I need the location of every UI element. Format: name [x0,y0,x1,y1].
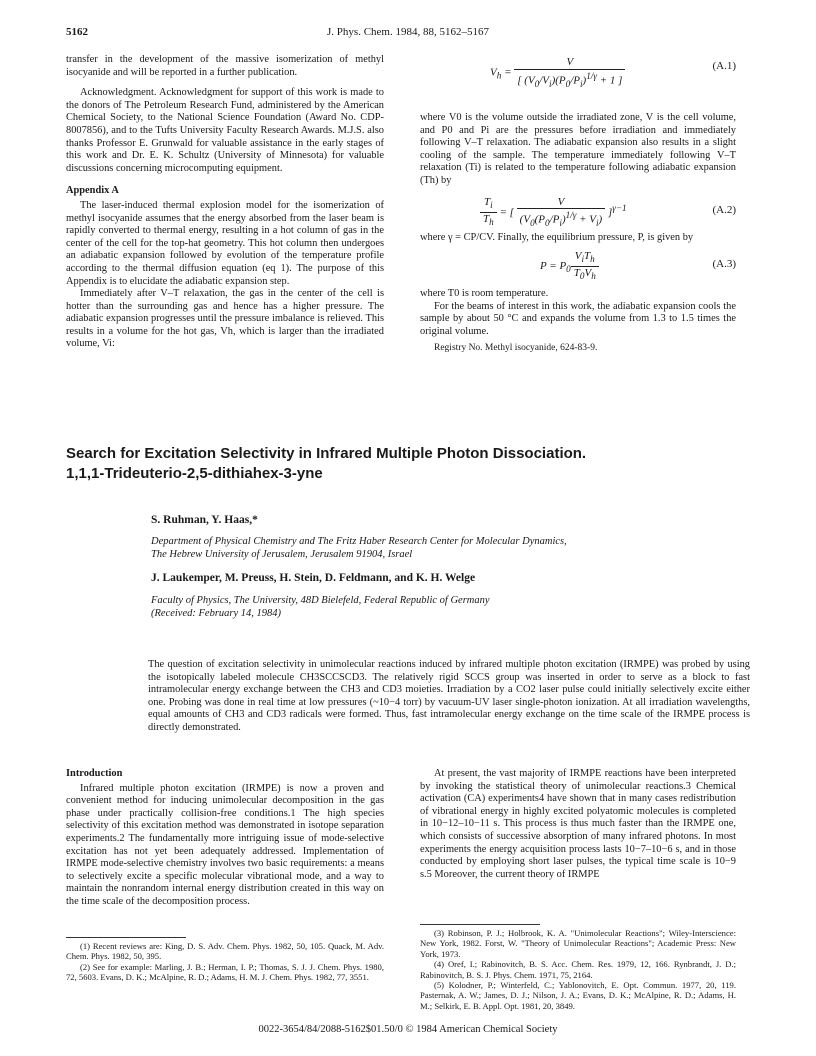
affiliation-2 [151,594,490,620]
affiliation-2-line-2: (Received: February 14, 1984) [151,608,282,619]
equation-a2 [420,188,736,232]
right-column-top [420,50,736,354]
page-header [66,26,750,40]
article-title-line-1: Search for Excitation Selectivity in Infrared Multiple Photon Dissociation. [66,445,587,462]
intro-heading: Introduction [66,768,123,779]
authors-group-1: S. Ruhman, Y. Haas,* [151,514,258,526]
footnote-4: (4) Oref, I.; Rabinovitch, B. S. Acc. Chem. Res. 1979, 12, 166. Rynbrandt, J. D.; Rabinovitch, B. S. J. Phys. Chem. 1971, 75, 2164. [420,959,736,980]
article-title-line-2: 1,1,1-Trideuterio-2,5-dithiahex-3-yne [66,465,323,482]
equation-a3 [420,244,736,288]
affiliation-1-line-1: Department of Physical Chemistry and The Fritz Haber Research Center for Molecular Dynamics, [151,536,567,547]
right-paragraph-3: where T0 is room temperature. [420,288,549,300]
equation-a3-body: $P = P_0$ $\frac{V_iT_h}{T_0V_h}$ [540,250,599,283]
left-column-top [66,54,384,351]
appendix-paragraph-2: Immediately after V–T relaxation, the gas in the center of the cell is hotter than the surrounding gas and hence has a higher pressure. The adiabatic expansion progresses until the pressure imbalance is relieved. This results in a volume for the hot gas, Vh, which is larger than the irradiated volume, Vi: [66,288,384,350]
authors-group-2: J. Laukemper, M. Preuss, H. Stein, D. Feldmann, and K. H. Welge [151,572,476,584]
footnote-1: (1) Recent reviews are: King, D. S. Adv. Chem. Phys. 1982, 50, 105. Quack, M. Adv. Chem. Phys. 1982, 50, 395. [66,941,384,962]
appendix-heading: Appendix A [66,185,119,197]
journal-citation: J. Phys. Chem. 1984, 88, 5162–5167 [327,26,489,38]
intro-left-column [66,768,384,909]
right-paragraph-1: where V0 is the volume outside the irradiated zone, V is the cell volume, and P0 and Pi are the pressures before irradiation and immediately following V–T relaxation. The adiabatic expansion also results in a slight cooling of the sample. The temperature immediately following V–T relaxation (Ti) is related to the temperature following adiabatic expansion (Th) by [420,112,736,186]
equation-a1 [420,50,736,112]
copyright-footer: 0022-3654/84/2088-5162$01.50/0 © 1984 American Chemical Society [258,1024,558,1035]
affiliation-1 [151,535,567,561]
footnote-rule-left [66,937,186,938]
footnotes-left [66,941,384,983]
article-title [66,444,756,484]
footnote-2: (2) See for example: Marling, J. B.; Herman, I. P.; Thomas, S. J. J. Chem. Phys. 1980, 72, 5603. Evans, D. K.; McAlpine, R. D.; Adams, H. M. J. Chem. Phys. 1982, 77, 3551. [66,961,384,983]
right-paragraph-4: For the beams of interest in this work, the adiabatic expansion cools the sample by about 50 °C and expands the volume from 1.3 to 1.5 times the original volume. [420,300,736,337]
page-number: 5162 [66,26,88,38]
intro-right-column [420,768,736,881]
appendix-paragraph-1: The laser-induced thermal explosion model for the isomerization of methyl isocyanide assumes that the energy absorbed from the laser beam is rapidly converted to thermal energy, resulting in a hot column of gas in the center of the cell for the top-hat geometry. This hot column then undergoes an adiabatic expansion followed by evolution of the temperature profile according to the thermal diffusion equation (eq 1). The purpose of this Appendix is to elucidate the adiabatic expansion step. [66,199,384,287]
equation-a1-number: (A.1) [712,60,736,72]
abstract: The question of excitation selectivity in unimolecular reactions induced by infrared multiple photon excitation (IRMPE) was probed by using the isotopically labeled molecule CH3SCCSCD3. The relatively rigid SCCS group was inserted in order to serve as a block to fast intramolecular energy exchange between the CH3 and CD3 moieties. Irradiation by a CO2 laser pulse could initially selectively excite either one. Probing was done in real time at low pressures (~10−4 torr) by vacuum-UV laser single-photon ionization. At all irradiation wavelengths, equal amounts of CH3 and CD3 radicals were formed. Thus, fast intramolecular energy exchange on the time scale of the IRMPE process is directly demonstrated. [148,659,750,733]
equation-a2-number: (A.2) [712,203,736,216]
footnote-3: (3) Robinson, P. J.; Holbrook, K. A. "Unimolecular Reactions"; Wiley-Interscience: New York, 1982. Forst, W. "Theory of Unimolecular Reactions"; Academic Press: New York, 1973. [420,928,736,959]
footnote-rule-right [420,924,540,925]
equation-a3-number: (A.3) [712,258,736,271]
paragraph-continued: transfer in the development of the massive isomerization of methyl isocyanide and will be reported in a further publication. [66,54,384,78]
right-paragraph-2: where γ = CP/CV. Finally, the equilibrium pressure, P, is given by [420,231,694,243]
affiliation-2-line-1: Faculty of Physics, The University, 48D Bielefeld, Federal Republic of Germany [151,595,490,606]
affiliation-1-line-2: The Hebrew University of Jerusalem, Jerusalem 91904, Israel [151,549,413,560]
intro-paragraph-1: Infrared multiple photon excitation (IRMPE) is now a proven and convenient method for inducing unimolecular decomposition in the gas phase under practically collision-free conditions.1 The high species selectivity of this excitation method was demonstrated in isotope separation experiments.2 The fundamentally more intriguing issue of mode-selective excitation has not yet been adequately addressed. Implementation of IRMPE mode-selective chemistry involves two basic requirements: a means to selectively excite a specific molecular vibrational mode, and a way to maintain the nonrandom internal energy distribution created in this way on the time scale of the decomposition process. [66,782,384,907]
footnotes-right [420,928,736,1011]
registry-number: Registry No. Methyl isocyanide, 624-83-9. [434,342,598,353]
equation-a2-body: $\frac{T_i}{T_h}$ = [ $\frac{V}{(V_0(P_0/P_i)^{1/\gamma} + V_i)}$ ]$^{\gamma-1}$ [480,196,627,230]
footnote-5: (5) Kolodner, P.; Winterfeld, C.; Yablonovitch, E. Opt. Commun. 1977, 20, 119. Pasternak, A. W.; James, D. J.; Nilson, J. A.; Evans, D. K.; McAlpine, R. D.; Adams, H. M.; Selkirk, E. B. Appl. Opt. 1981, 20, 3849. [420,980,736,1011]
equation-a1-body: $V_h$ = $\frac{V}{[ (V_0/V_i)(P_0/P_i)^{1/\gamma} + 1 ]}$ [490,56,625,90]
acknowledgment: Acknowledgment. Acknowledgment for support of this work is made to the donors of The Petroleum Research Fund, administered by the American Chemical Society, to the National Science Foundation (Award No. CDP-8007856), and to the Tufts University Faculty Research Awards. M.J.S. also thanks Professor E. Grunwald for valuable assistance in the early stages of this work and Dr. E. K. Schultz (University of Minnesota) for valuable discussions concerning microcomputing equipment. [66,87,384,174]
intro-paragraph-2: At present, the vast majority of IRMPE reactions have been interpreted by invoking the statistical theory of unimolecular reactions.3 Chemical activation (CA) experiments4 have shown that in many cases redistribution of vibrational energy in highly excited polyatomic molecules is completed in 10−12–10−11 s. This process is thus much faster than the IRMPE one, which consists of successive absorption of many infrared photons. In most experiments the energy acquisition process lasts 10−7–10−6 s, and in those conducted by employing short laser pulses, the typical time scale is 10−9 s.5 Moreover, the current theory of IRMPE [420,768,736,880]
